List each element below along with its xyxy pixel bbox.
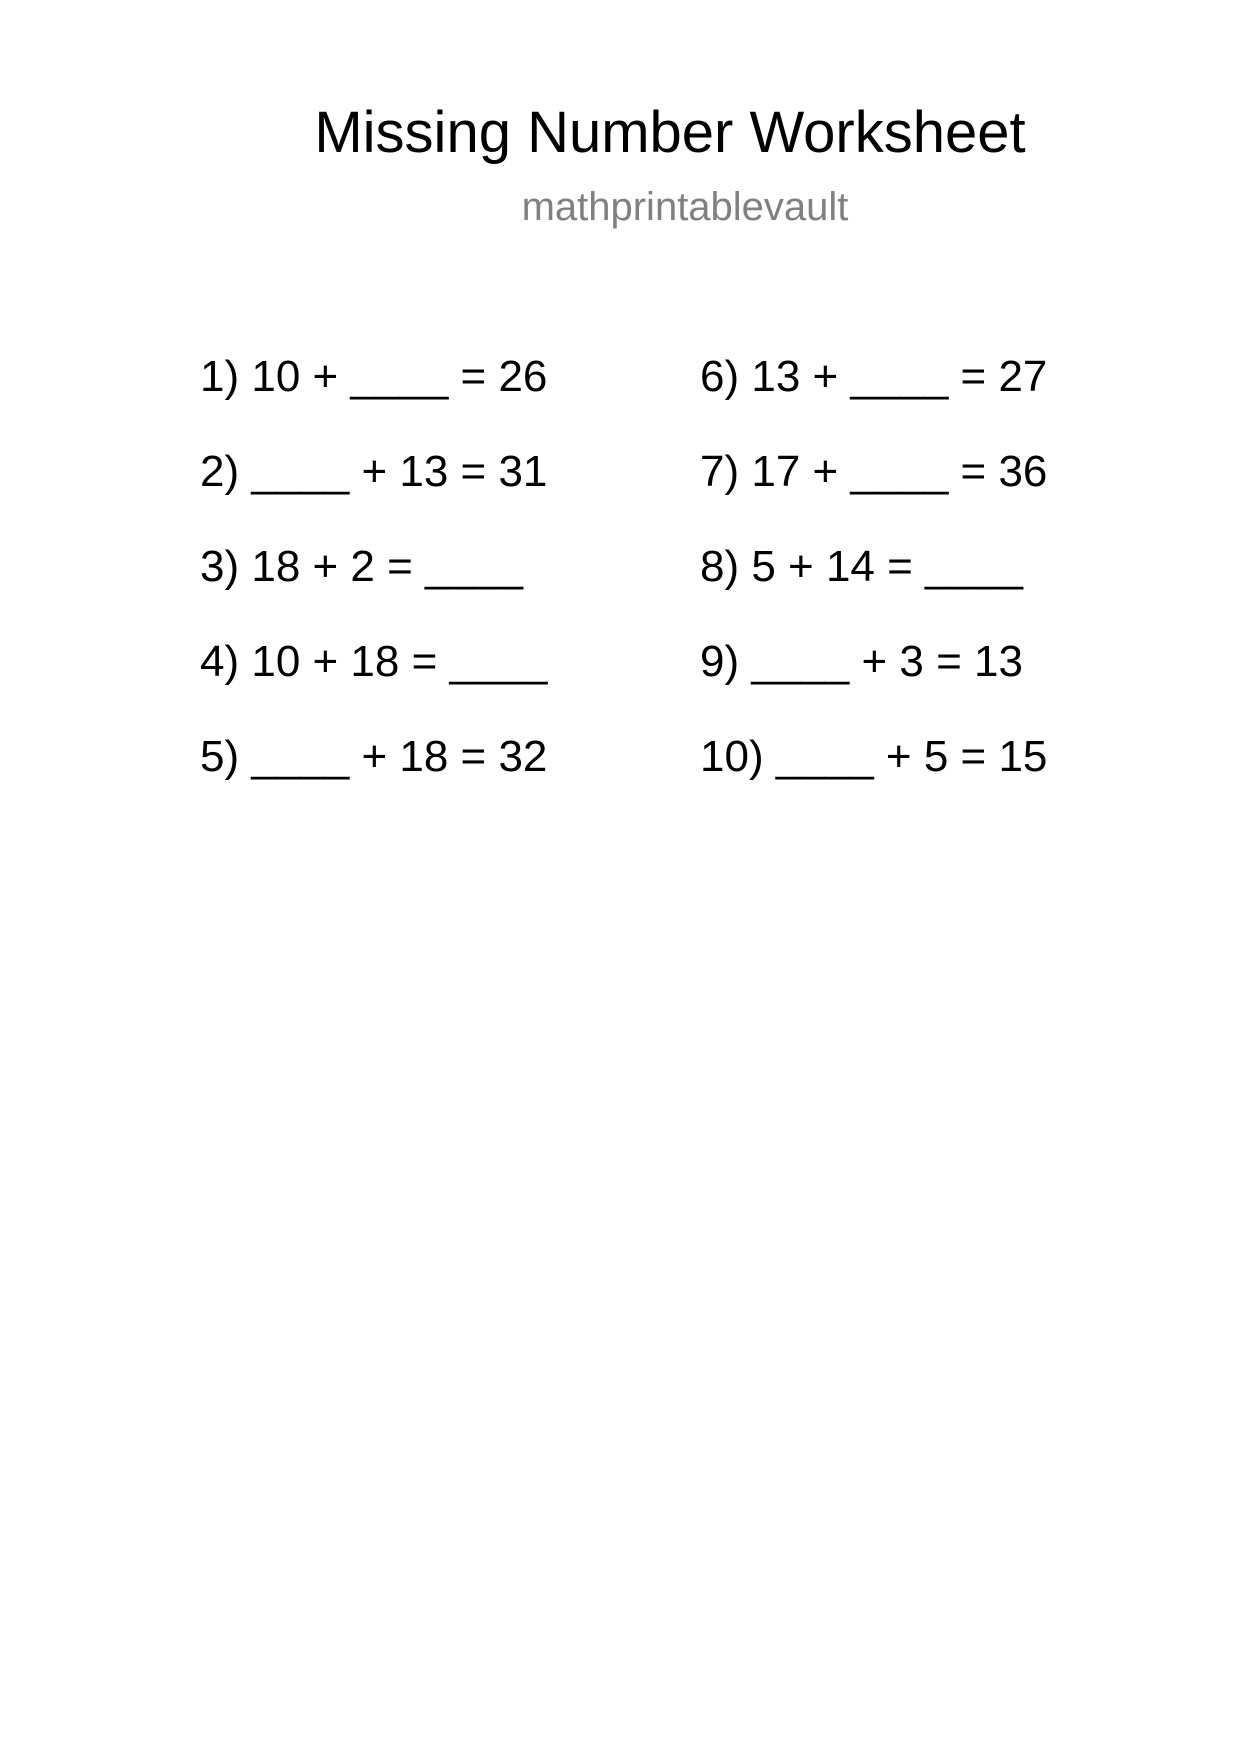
publisher-name: mathprintablevault <box>521 185 849 229</box>
problem-7: 7) 17 + ____ = 36 <box>700 447 1048 496</box>
problem-9: 9) ____ + 3 = 13 <box>700 637 1023 686</box>
problem-3: 3) 18 + 2 = ____ <box>200 542 523 591</box>
problem-column-left <box>200 350 547 825</box>
problem-1: 1) 10 + ____ = 26 <box>200 352 548 401</box>
problem-6: 6) 13 + ____ = 27 <box>700 352 1048 401</box>
problem-8: 8) 5 + 14 = ____ <box>700 542 1023 591</box>
problem-10: 10) ____ + 5 = 15 <box>700 732 1048 781</box>
problem-5: 5) ____ + 18 = 32 <box>200 732 548 781</box>
problem-4: 4) 10 + 18 = ____ <box>200 637 548 686</box>
page-title: Missing Number Worksheet <box>314 100 1026 165</box>
problem-column-right <box>700 350 1047 825</box>
problem-2: 2) ____ + 13 = 31 <box>200 447 548 496</box>
